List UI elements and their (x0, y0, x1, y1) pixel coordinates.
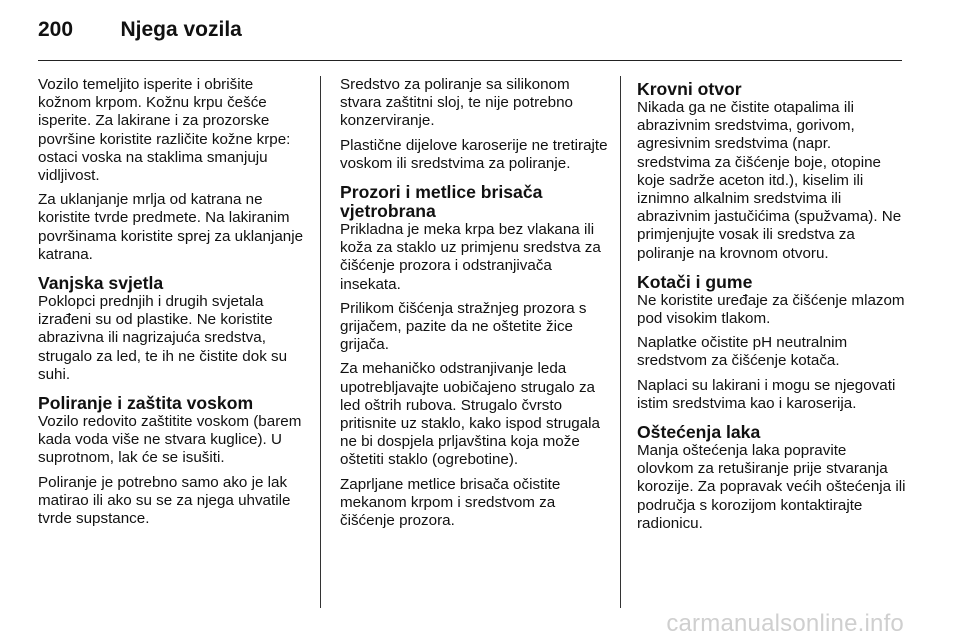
paragraph-sunroof: Nikada ga ne čistite otapalima ili abrazivnim sredstvima, gorivom, agresivnim sredstvima (napr. sredstvima za čišćenje boje, otopine koje sadrže aceton itd.), kiselim ili iznimno alkalnim sredstvima ili abrazivnim jastučićima (spužvama). Ne primjenjujte vosak ili sredstva za poliranje na krovnom otvoru. (637, 99, 902, 262)
heading-windows-wipers: Prozori i metlice brisača vjetrobrana (340, 182, 543, 222)
column-divider-1 (320, 76, 321, 608)
paragraph-exterior-lights: Poklopci prednjih i drugih svjetala izrađeni su od plastike. Ne koristite abrazivna ili nagrizajuća sredstva, strugalo za led, te ih ne čistite dok su suhi. (38, 293, 288, 383)
paragraph-windows-2: Prilikom čišćenja stražnjeg prozora s grijačem, pazite da ne oštetite žice grijača. (340, 299, 587, 354)
paragraph-windows-1: Prikladna je meka krpa bez vlakana ili koža za staklo uz primjenu sredstva za čišćenje prozora i odstranjivača insekata. (340, 221, 601, 293)
page-header (38, 18, 242, 48)
heading-wheels-tyres: Kotači i gume (637, 271, 753, 292)
paragraph-wheels-1: Ne koristite uređaje za čišćenje mlazom pod visokim tlakom. (637, 291, 905, 328)
heading-paint-damage: Oštećenja laka (637, 422, 761, 443)
header-rule (38, 60, 902, 61)
heading-polishing: Poliranje i zaštita voskom (38, 393, 254, 414)
column-2 (340, 76, 610, 536)
column-3 (637, 76, 907, 539)
paragraph-wheels-3: Naplaci su lakirani i mogu se njegovati istim sredstvima kao i karoserija. (637, 376, 896, 412)
column-1 (38, 76, 308, 534)
paragraph-paint-damage: Manja oštećenja laka popravite olovkom za retuširanje prije stvaranja korozije. Za popravak većih oštećenja ili područja s korozijom kontaktirajte radionicu. (637, 442, 906, 532)
paragraph-windows-4: Zaprljane metlice brisača očistite mekanom krpom i sredstvom za čišćenje prozora. (340, 475, 561, 530)
paragraph-wash: Vozilo temeljito isperite i obrišite kožnom krpom. Kožnu krpu češće isperite. Za lakirane i za prozorske površine koristite različite kožne krpe: ostaci voska na staklima smanjuju vidljivost. (38, 76, 291, 185)
paragraph-polishing-1: Vozilo redovito zaštitite voskom (barem kada voda više ne stvara kuglice). U suprotnom, lak će se isušiti. (38, 413, 302, 467)
watermark-text: carmanualsonline.info (666, 610, 904, 637)
column-divider-2 (620, 76, 621, 608)
heading-sunroof: Krovni otvor (637, 79, 742, 99)
page-number: 200 (38, 18, 74, 41)
paragraph-silicone: Sredstvo za poliranje sa silikonom stvara zaštitni sloj, te nije potrebno konzerviranje. (340, 76, 573, 130)
paragraph-plastic: Plastične dijelove karoserije ne tretirajte voskom ili sredstvima za poliranje. (340, 136, 608, 172)
heading-exterior-lights: Vanjska svjetla (38, 273, 164, 294)
paragraph-polishing-2: Poliranje je potrebno samo ako je lak matirao ili ako su se za njega uhvatile tvrde supstance. (38, 473, 291, 528)
paragraph-windows-3: Za mehaničko odstranjivanje leda upotrebljavajte uobičajeno strugalo za led oštrih rubova. Strugalo čvrsto pritisnite uz staklo, kako ispod strugala ne bi dospjela prljavština koja može oštetiti staklo (ogrebotine). (340, 360, 601, 469)
paragraph-wheels-2: Naplatke očistite pH neutralnim sredstvom za čišćenje kotača. (637, 334, 848, 370)
page-title: Njega vozila (120, 18, 242, 41)
paragraph-tar: Za uklanjanje mrlja od katrana ne koristite tvrde predmete. Na lakiranim površinama koristite sprej za uklanjanje katrana. (38, 191, 304, 263)
